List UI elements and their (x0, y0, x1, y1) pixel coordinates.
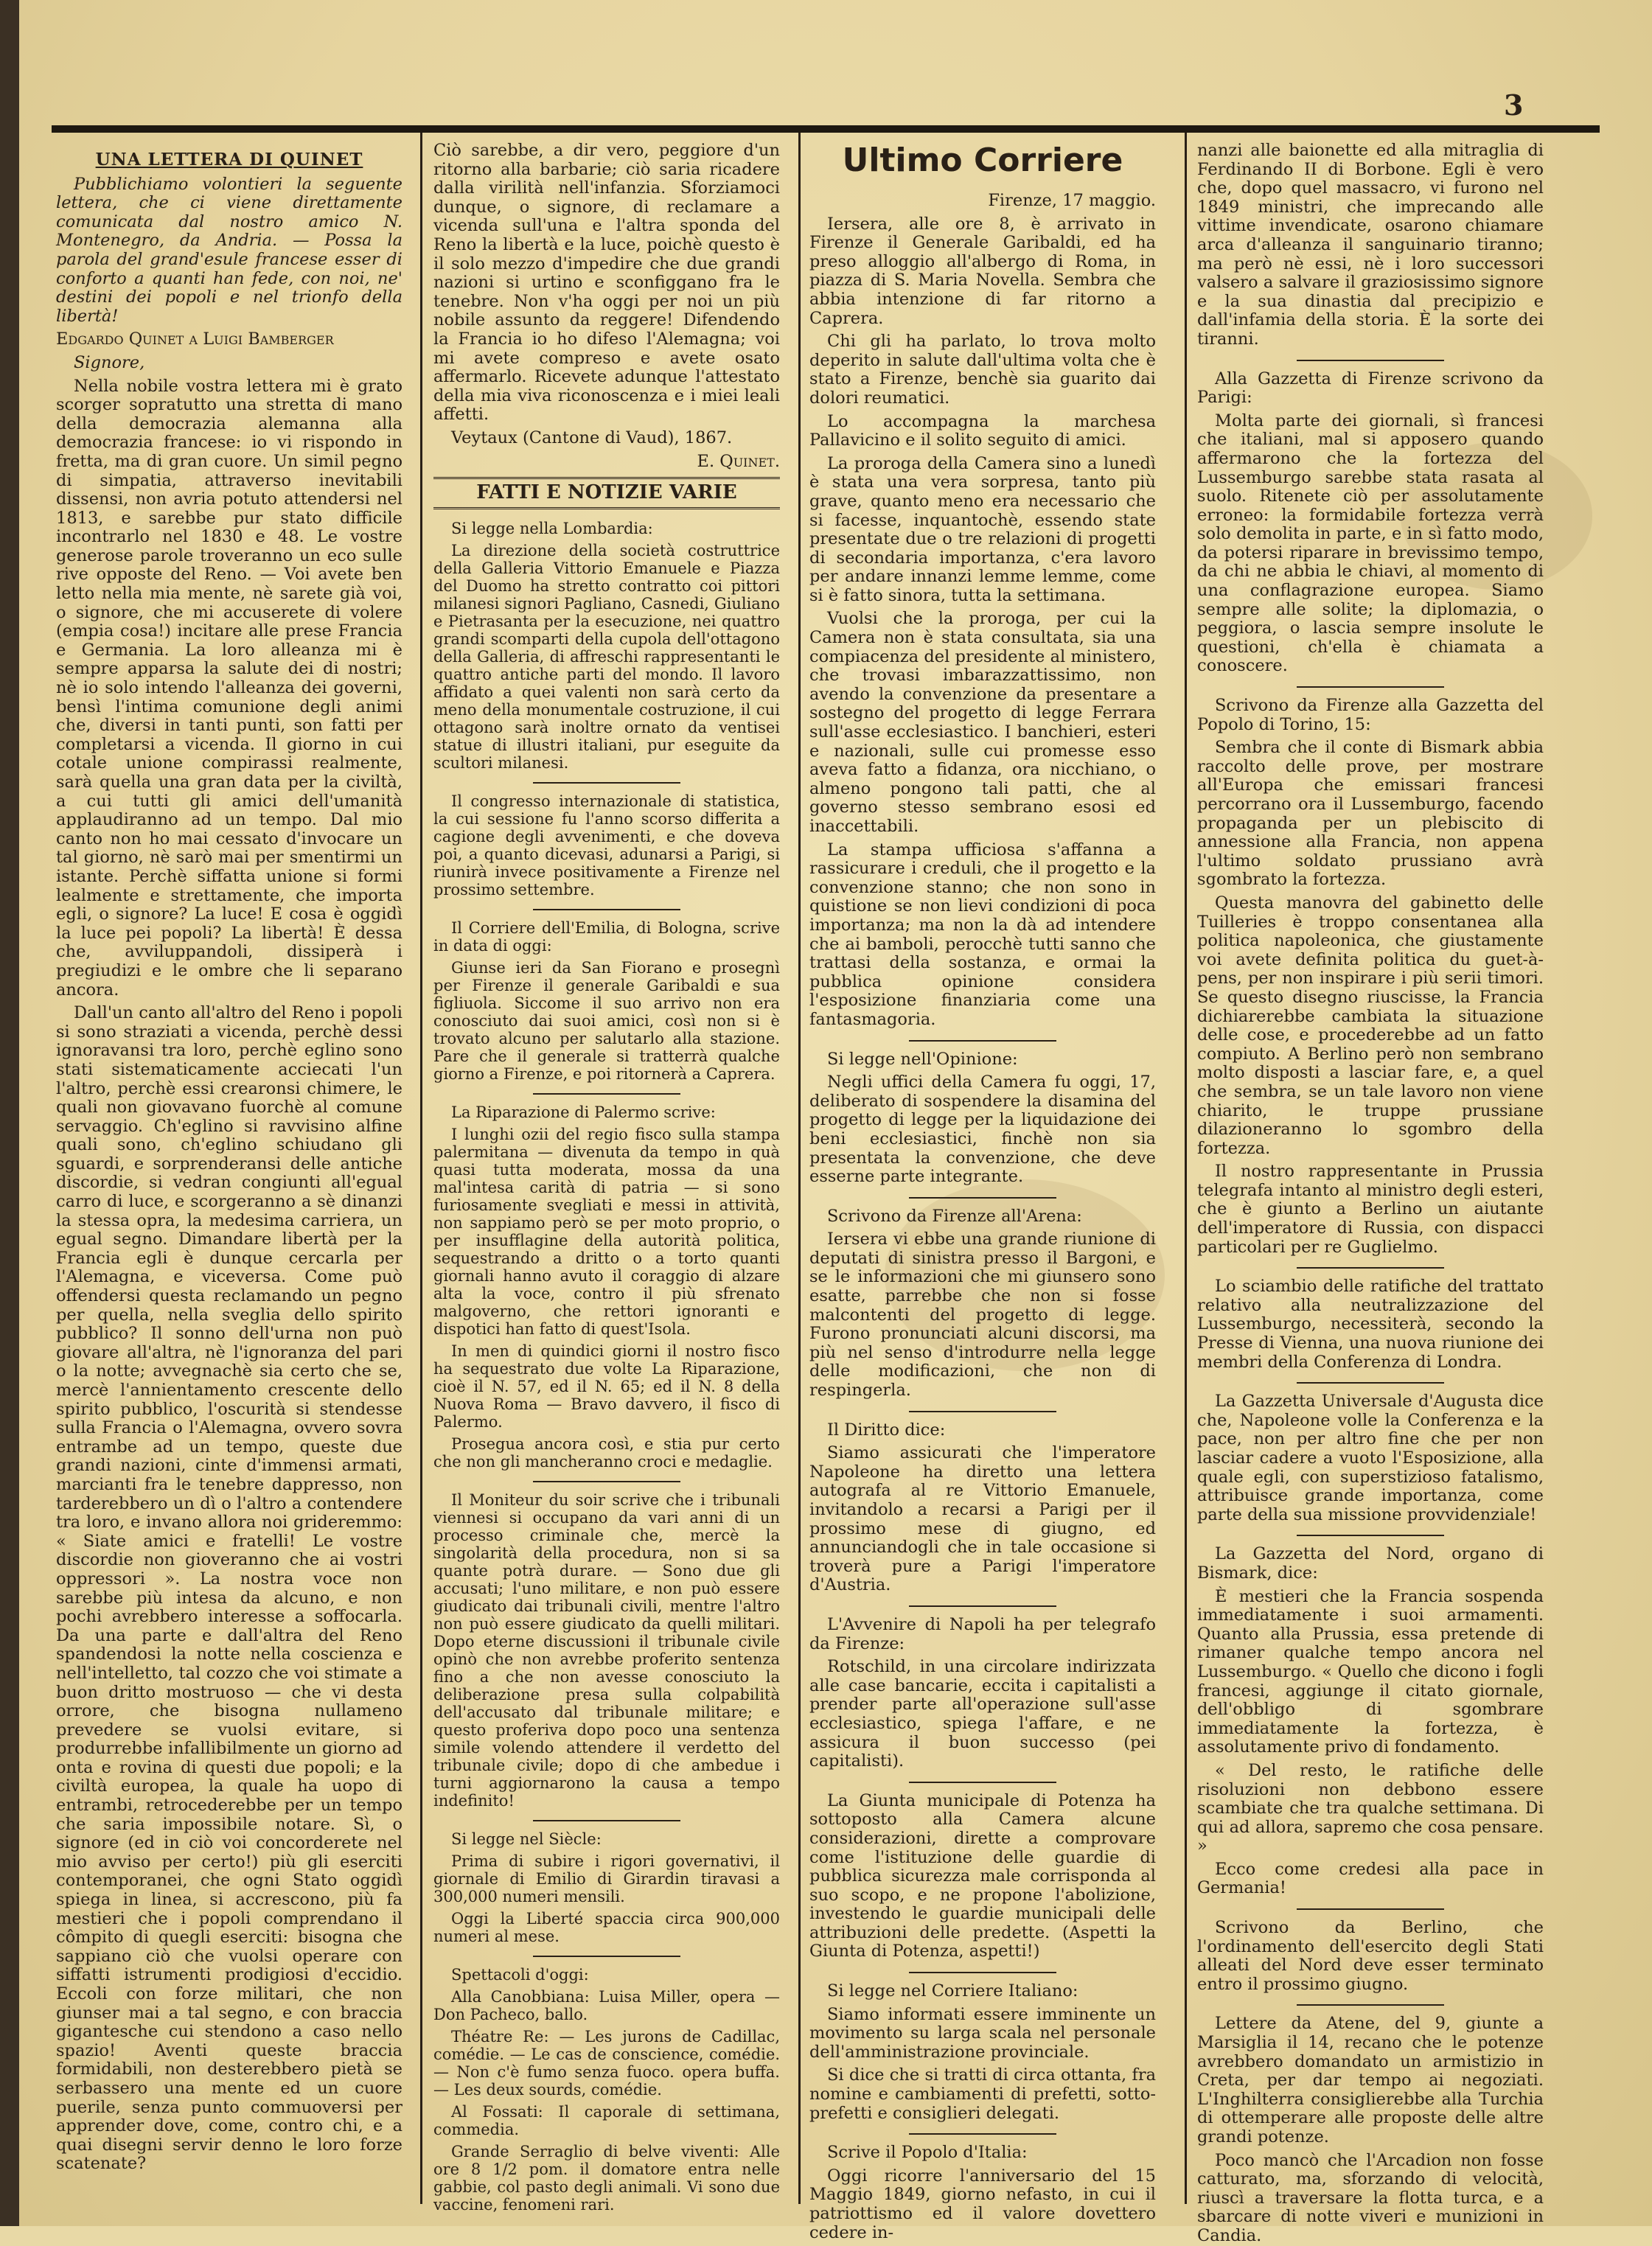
separator (533, 1093, 680, 1095)
separator (533, 1481, 680, 1482)
paragraph: Vuolsi che la proroga, per cui la Camera non è stata consultata, sia una compiacenza del presidente al ministero, che trovasi imbarazzattissimo, non avendo la convenzione da presentare a sostegno del progetto di legge Ferrara sull'asse ecclesiastico. I banchieri, esteri e nazionali, sulle cui promesse esso aveva fatto a fidanza, ora nicchiano, o almeno pongono tali patti, che al governo stesso sembrano esosi ed inaccettabili. (809, 609, 1156, 836)
news-body: Oggi ricorre l'anniversario del 15 Maggio 1849, giorno nefasto, in cui il patriottismo ed il valore dovettero cedere in- (809, 2166, 1156, 2242)
article-intro: Pubblichiamo volontieri la seguente lettera, che ci viene direttamente comunicata dal nostro amico N. Montenegro, da Andria. — Possa la parola del grand'esule francese esser di conforto a quanti han fede, con noi, ne' destini dei popoli e nel trionfo della libertà! (56, 174, 402, 326)
paragraph: Chi gli ha parlato, lo trova molto deperito in salute dall'ultima volta che è stato a Firenze, benchè sia guarito dai dolori reumatici. (809, 332, 1156, 408)
news-body: Molta parte dei giornali, sì francesi che italiani, mal si apposero quando affermarono che la fortezza del Lussemburgo sarebbe stata rasata al suolo. Ritenete ciò per assolutamente erroneo: la formidabile fortezza verrà solo demolita in parte, e in sì fatto modo, da potersi riparare in brevissimo tempo, da chi ne abbia le chiavi, al momento di una conflagrazione europea. Siamo sempre alle solite; la diplomazia, o peggiora, o lascia sempre insolute le questioni, ch'ella è chiamata a conoscere. (1197, 411, 1544, 676)
column-2 (433, 141, 780, 2214)
news-lead: Scrivono da Firenze alla Gazzetta del Popolo di Torino, 15: (1197, 696, 1544, 734)
separator (909, 1972, 1056, 1973)
news-lead: Il Corriere dell'Emilia, di Bologna, scrive in data di oggi: (433, 918, 780, 955)
news-body: Il nostro rappresentante in Prussia telegrafa intanto al ministro degli esteri, che è giunto a Berlino un aiutante dell'imperatore di Russia, con dispacci particolari per re Guglielmo. (1197, 1162, 1544, 1257)
header-rule (52, 125, 1600, 133)
separator (533, 1820, 680, 1821)
section-title: FATTI E NOTIZIE VARIE (433, 477, 780, 509)
news-body: Iersera vi ebbe una grande riunione di deputati di sinistra presso il Bargoni, e se le informazioni che mi giunsero sono esatte, parrebbe che non si fosse malcontenti del progetto di legge. Furono pronunciati alcuni discorsi, ma più nel senso d'introdurre nella legge delle modificazioni, che non di respingerla. (809, 1230, 1156, 1401)
spectacle-item: Al Fossati: Il caporale di settimana, commedia. (433, 2102, 780, 2138)
signature: E. Quinet. (697, 451, 780, 471)
news-body: Ecco come credesi alla pace in Germania! (1197, 1859, 1544, 1898)
spectacle-item: Alla Canobbiana: Luisa Miller, opera — Don Pacheco, ballo. (433, 1987, 780, 2023)
news-lead: Alla Gazzetta di Firenze scrivono da Parigi: (1197, 369, 1544, 408)
news-lead: Si legge nel Corriere Italiano: (827, 1981, 1078, 2001)
news-lead: Scrive il Popolo d'Italia: (827, 2143, 1028, 2163)
spectacle-item: Théatre Re: — Les jurons de Cadillac, comédie. — Le cas de conscience, comédie. — Non c'è fumo senza fuoco. opera buffa. — Les deux sourds, comédie. (433, 2027, 780, 2099)
news-body: Scrivono da Berlino, che l'ordinamento dell'esercito degli Stati alleati del Nord deve esser terminato entro il prossimo giugno. (1197, 1918, 1544, 1994)
news-body: Rotschild, in una circolare indirizzata alle case bancarie, eccita i capitalisti a prender parte all'operazione sull'asse ecclesiastico, spiega l'affare, e ne assicura il buon successo (pei capitalisti). (809, 1657, 1156, 1771)
separator (909, 1197, 1056, 1199)
paragraph: Dall'un canto all'altro del Reno i popoli si sono straziati a vicenda, perchè dessi ignoravansi tra loro, perchè eglino sono stati sistematicamente acciecati l'un l'altro, perchè essi crearonsi chimere, le quali non giovavano fuorchè al comune servaggio. Ch'eglino si ravvisino alfine quali sono, ch'eglino schiudano gli sguardi, e sorprenderansi delle antiche discordie, si vedran congiunti all'egual carro di luce, e scorgeranno a sè dinanzi la stessa opra, la medesima carriera, un egual segno. Dimandare libertà per la Francia egli è dunque cercarla per l'Alemagna, e viceversa. Come può offendersi questa reclamando un pegno per quella, nella sveglia dello spirito pubblico? Il sonno dell'urna non può giovare all'altra, nè l'ignoranza del pari o la notte; avvegnachè sia certo che se, mercè l'annientamento crescente dello spirito pubblico, l'oscurità si stendesse sulla Francia o l'Alemagna, ovvero sovra entrambe ad un tempo, queste due grandi nazioni, cinte d'immensi armati, marcianti fra le tenebre dappresso, non tarderebbero un dì o l'altro a contendere tra loro, e invano allora noi grideremmo: « Siate amici e fratelli! Le vostre discordie non gioveranno che ai vostri oppressori ». La nostra voce non sarebbe più intesa da alcuno, e non pochi avrebbero interesse a soffocarla. Da una parte e dall'altra del Reno spandendosi la notte nella coscienza e nell'intelletto, tal cozzo che voi stimate a buon dritto mostruoso — che vi desta orrore, che bisogna nullameno prevedere se vuolsi evitare, si produrrebbe infallibilmente un giorno ad onta e rovina di questi due popoli; e la civiltà europea, la quale ha uopo di entrambi, retrocederebbe per un tempo che saria impossibile notare. Sì, o signore (ed in ciò voi concorderete nel mio avviso per certo!) più gli eserciti contemporanei, che ogni Stato oggidì spiega in linea, si accrescono, più fa mestieri che i popoli comprendano il cômpito di quegli eserciti: bisogna che sappiano ciò che vuolsi operare con siffatti istrumenti prodigiosi d'eccidio. Eccoli con forze militari, che non giunser mai a tal segno, e con braccia gigantesche cui stendono a caso nello spazio! Aventi queste braccia formidabili, non desterebbero pietà se serbassero una mente ed un cuore puerile, senza punto commuoversi per apprender dove, come, contro chi, e a quai disegni servir denno le loro forze scatenate? (56, 1003, 402, 2174)
page-number: 3 (1504, 88, 1524, 122)
news-body: Il congresso internazionale di statistica, la cui sessione fu l'anno scorso differita a cagione degli avvenimenti, e che doveva poi, a quanto dicevasi, adunarsi a Parigi, si riunirà invece positivamente a Firenze nel prossimo settembre. (433, 792, 780, 899)
news-lead: Scrivono da Firenze all'Arena: (827, 1206, 1082, 1226)
news-body: La Giunta municipale di Potenza ha sottoposto alla Camera alcune considerazioni, dirette a comprovare come l'istituzione delle guardie di pubblica sicurezza male corrisponda al suo scopo, e ne propone l'abolizione, investendo le guardie municipali delle attribuzioni delle predette. (Aspetti la Giunta di Potenza, aspetti!) (809, 1790, 1156, 1961)
column-rule (1185, 133, 1187, 2204)
news-lead: La Riparazione di Palermo scrive: (451, 1103, 716, 1121)
news-body: Lo sciambio delle ratifiche del trattato relativo alla neutralizzazione del Lussemburgo, necessiterà, secondo la Presse di Vienna, una nuova riunione dei membri della Conferenza di Londra. (1197, 1277, 1544, 1372)
paragraph: Lo accompagna la marchesa Pallavicino e il solito seguito di amici. (809, 411, 1156, 450)
news-body: Poco mancò che l'Arcadion non fosse catturato, ma, sforzando di velocità, riuscì a traversare la flotta turca, e a sbarcare di notte viveri e munizioni in Candia. (1197, 2150, 1544, 2245)
paragraph: Ciò sarebbe, a dir vero, peggiore d'un ritorno alla barbarie; ciò saria ricadere dalla virilità nell'infanzia. Sforziamoci dunque, o signore, di reclamare a vicenda sull'una e l'altra sponda del Reno la libertà e la luce, poichè questo è il solo mezzo d'impedire che due grandi nazioni si urtino e sconfiggano fra le tenebre. Non v'ha oggi per noi un più nobile assunto da reggere! Difendendo la Francia io ho difeso l'Alemagna; voi mi avete compreso e avete osato affermarlo. Ricevete adunque l'attestato della mia viva riconoscenza e i miei leali affetti. (433, 141, 780, 425)
news-body: Negli uffici della Camera fu oggi, 17, deliberato di sospendere la disamina del progetto di legge per la liquidazione dei beni ecclesiastici, finchè non sia presentata la convenzione, che deve esserne parte integrante. (809, 1073, 1156, 1187)
separator (1297, 360, 1444, 361)
news-lead: Il Diritto dice: (827, 1420, 946, 1440)
column-rule (798, 133, 801, 2204)
column-rule (420, 133, 422, 2204)
news-body: Siamo assicurati che l'imperatore Napoleone ha diretto una lettera autografa al re Vittorio Emanuele, invitandolo a recarsi a Parigi per il prossimo mese di giugno, ed annunciandogli che in tale occasione si troverà pure a Parigi l'imperatore d'Austria. (809, 1443, 1156, 1595)
paragraph: Nella nobile vostra lettera mi è grato scorger sopratutto una stretta di mano della democrazia alemanna alla democrazia francese: io vi rispondo in fretta, ma di gran cuore. Un simil pegno di simpatia, attraverso inevitabili dissensi, non avria potuto attendersi nel 1813, e sarebbe pur stato difficile incontrarlo nel 1830 e 48. Le vostre generose parole troveranno un eco sulle rive opposte del Reno. — Voi avete ben letto nella mia mente, nè sarete già voi, o signore, che mi accuserete di volere (empia cosa!) incitare alle prese Francia e Germania. La loro alleanza mi è sempre apparsa la salute dei di nostri; nè io solo intendo l'alleanza dei governi, bensì l'intima comunione degli animi che, diversi in tanti punti, son fatti per completarsi a vicenda. Il giorno in cui cotale unione compirassi realmente, sarà quella una gran data per la civiltà, a cui tutti gli amici dell'umanità applaudiranno ad un tempo. Dal mio canto non ho mai cessato d'invocare un tal giorno, nè sarò mai per smentirmi un istante. Perchè siffatta unione si formi lealmente e strettamente, che importa egli, o signore? La luce! E cosa è oggidì la luce pei popoli? La libertà! È dessa che, avviluppandoli, dissiperà i pregiudizi e le ombre che li separano ancora. (56, 376, 402, 1000)
separator (1297, 686, 1444, 688)
spectacle-item: Grande Serraglio di belve viventi: Alle ore 8 1/2 pom. il domatore entra nelle gabbie, col pasto degli animali. Vi sono due vaccine, fenomeni rari. (433, 2142, 780, 2214)
news-body: Giunse ieri da San Fiorano e prosegnì per Firenze il generale Garibaldi e sua figliuola. Siccome il suo arrivo non era conosciuto dai suoi amici, così non si è trovato alcuno per salutarlo alla stazione. Pare che il generale si tratterrà qualche giorno a Firenze, e poi ritornerà a Caprera. (433, 958, 780, 1083)
paragraph: La stampa ufficiosa s'affanna a rassicurare i creduli, che il progetto e la convenzione stanno; che non sono in quistione se non lievi condizioni di poca importanza; ma non la dà ad intendere che ai bamboli, perocchè tutti sanno che trattasi della sostanza, e ormai la pubblica opinione considera l'esposizione finanziaria come una fantasmagoria. (809, 840, 1156, 1029)
news-lead: L'Avvenire di Napoli ha per telegrafo da Firenze: (809, 1614, 1156, 1653)
separator (909, 1040, 1056, 1042)
news-body: È mestieri che la Francia sospenda immediatamente i suoi armamenti. Quanto alla Prussia, essa pretende di rimaner qualche tempo ancora nel Lussemburgo. « Quello che dicono i fogli francesi, aggiunge il citato giornale, dell'obbligo di sgombrare immediatamente la fortezza, è assolutamente privo di fondamento. (1197, 1586, 1544, 1757)
separator (1297, 1535, 1444, 1536)
section-title: Ultimo Corriere (842, 142, 1123, 179)
dateline: Firenze, 17 maggio. (988, 191, 1156, 210)
letter-heading: Edgardo Quinet a Luigi Bamberger (56, 329, 334, 349)
news-body: Si dice che si tratti di circa ottanta, fra nomine e cambiamenti di prefetti, sotto-prefetti e consiglieri delegati. (809, 2065, 1156, 2123)
news-body: La Gazzetta Universale d'Augusta dice che, Napoleone volle la Conferenza e la pace, non per altro fine che per non lasciar cadere a vuoto l'Esposizione, alla quale egli, con superstizioso fatalismo, attribuisce grande importanza, come parte della sua missione provvidenziale! (1197, 1392, 1544, 1524)
separator (1297, 2004, 1444, 2006)
separator (533, 909, 680, 910)
news-body: Prosegua ancora così, e stia pur certo che non gli mancheranno croci e medaglie. (433, 1434, 780, 1471)
article-title: UNA LETTERA DI QUINET (95, 150, 363, 170)
news-block (433, 520, 780, 2214)
news-body: La direzione della società costruttrice della Galleria Vittorio Emanuele e Piazza del Duomo ha stretto contratto coi pittori milanesi signori Pagliano, Casnedi, Giuliano e Pietrasanta per la esecuzione, nei quattro grandi scomparti della cupola dell'ottagono della Galleria, di affreschi rappresentanti le quattro antiche parti del mondo. Il lavoro affidato a quei valenti non sarà certo da meno della monumentale costruzione, il cui ottagono sarà inoltre ornato da ventisei statue di illustri italiani, pur eseguite da scultori milanesi. (433, 541, 780, 772)
column-1 (56, 142, 402, 2183)
place-date: Veytaux (Cantone di Vaud), 1867. (451, 428, 733, 447)
separator (533, 1956, 680, 1957)
news-body: Questa manovra del gabinetto delle Tuilleries è troppo consentanea alla politica napoleonica, che giustamente voi avete definita politica du guet-à-pens, per non inspirare i più serii timori. Se questo disegno riuscisse, la Francia dichiarerebbe cambiata la situazione delle cose, e procederebbe ad un fatto compiuto. A Berlino però non sembrano molto disposti a lasciar fare, e, a quel che sembra, se un tale lavoro non viene chiarito, le truppe prussiane dilazioneranno lo sgombro della fortezza. (1197, 893, 1544, 1158)
news-body: « Del resto, le ratifiche delle risoluzioni non debbono essere scambiate che tra qualche settimana. Di qui ad allora, sapremo che cosa pensare. » (1197, 1760, 1544, 1856)
news-body: I lunghi ozii del regio fisco sulla stampa palermitana — divenuta da tempo in quà quasi tutta moderata, mossa da una mal'intesa carità di patria — si sono furiosamente svegliati e messi in attività, non sappiamo però se per moto proprio, o per insufflagine della autorità politica, sequestrando a dritto o a torto quanti giornali hanno avuto il coraggio di alzare alta la voce, contro il più sfrenato malgoverno, che rettori ignoranti e dispotici han fatto di quest'Isola. (433, 1125, 780, 1338)
news-body: Lettere da Atene, del 9, giunte a Marsiglia il 14, recano che le potenze avrebbero domandato un armistizio in Creta, per dar tempo ai negoziati. L'Inghilterra consiglierebbe alla Turchia di ottemperare alle proposte delle altre grandi potenze. (1197, 2014, 1544, 2146)
separator (909, 1411, 1056, 1412)
news-lead: Si legge nell'Opinione: (827, 1049, 1018, 1069)
separator (909, 1782, 1056, 1783)
separator (1297, 1908, 1444, 1910)
spectacles-lead: Spettacoli d'oggi: (451, 1965, 589, 1984)
news-body: Prima di subire i rigori governativi, il giornale di Emilio di Girardin tiravasi a 300,000 numeri mensili. (433, 1852, 780, 1905)
news-body: Il Moniteur du soir scrive che i tribunali viennesi si occupano da vari anni di un processo criminale che, mercè la singolarità della procedura, non si sa quante potrà durare. — Sono due gli accusati; l'uno militare, e non può essere giudicato dai tribunali civili, mentre l'altro non può essere giudicato da quelli militari. Dopo eterne discussioni il tribunale civile opinò che non avrebbe proferito sentenza fino a che non avesse conosciuto la deliberazione presa sulla colpabilità dell'accusato dal tribunale militare; e questo proferiva dopo poco una sentenza simile volendo attendere il verdetto del tribunale civile; dopo di che ambedue i turni aggiornarono la causa a tempo indefinito! (433, 1490, 780, 1810)
separator (909, 2133, 1056, 2135)
news-body: Siamo informati essere imminente un movimento su larga scala nel personale dell'amministrazione provinciale. (809, 2004, 1156, 2062)
column-4 (1197, 141, 1544, 2245)
news-lead: La Gazzetta del Nord, organo di Bismark, dice: (1197, 1544, 1544, 1583)
news-lead: Si legge nella Lombardia: (451, 519, 653, 537)
separator (1297, 1382, 1444, 1384)
news-body: In men di quindici giorni il nostro fisco ha sequestrato due volte La Riparazione, cioè il N. 57, ed il N. 65; ed il N. 8 della Nuova Roma — Bravo davvero, il fisco di Palermo. (433, 1342, 780, 1431)
separator (909, 1605, 1056, 1607)
news-body: Oggi la Liberté spaccia circa 900,000 numeri al mese. (433, 1909, 780, 1945)
paragraph: nanzi alle baionette ed alla mitraglia di Ferdinando II di Borbone. Egli è vero che, dopo quel massacro, vi furono nel 1849 ministri, che imprecando alle vittime invendicate, osarono chiamare arca d'alleanza il sanguinario tiranno; ma però nè essi, nè i loro successori valsero a salvare il graziosissimo signore e la sua dinastia dal precipizio e dall'infamia della storia. È la sorte dei tiranni. (1197, 141, 1544, 349)
news-lead: Si legge nel Siècle: (451, 1830, 602, 1848)
scan-edge (0, 0, 19, 2226)
column-3 (809, 142, 1156, 2242)
separator (1297, 1267, 1444, 1269)
news-body: Sembra che il conte di Bismark abbia raccolto delle prove, per mostrare all'Europa che emissari francesi percorrano ora il Lussemburgo, facendo propaganda per un plebiscito di annessione alla Francia, non appena l'ultimo soldato prussiano avrà sgombrato la fortezza. (1197, 738, 1544, 890)
paragraph: Iersera, alle ore 8, è arrivato in Firenze il Generale Garibaldi, ed ha preso alloggio all'albergo di Roma, in piazza di S. Maria Novella. Sembra che abbia intenzione di far ritorno a Caprera. (809, 214, 1156, 328)
paragraph: La proroga della Camera sino a lunedì è stata una vera sorpresa, tanto più grave, quanto meno era necessario che si facesse, inquantochè, essendo state presentate due o tre relazioni di progetti di secondaria importanza, c'era lavoro per andare innanzi lemme lemme, come si è fatto sinora, tutta la settimana. (809, 453, 1156, 605)
salutation: Signore, (74, 352, 145, 372)
separator (533, 782, 680, 784)
